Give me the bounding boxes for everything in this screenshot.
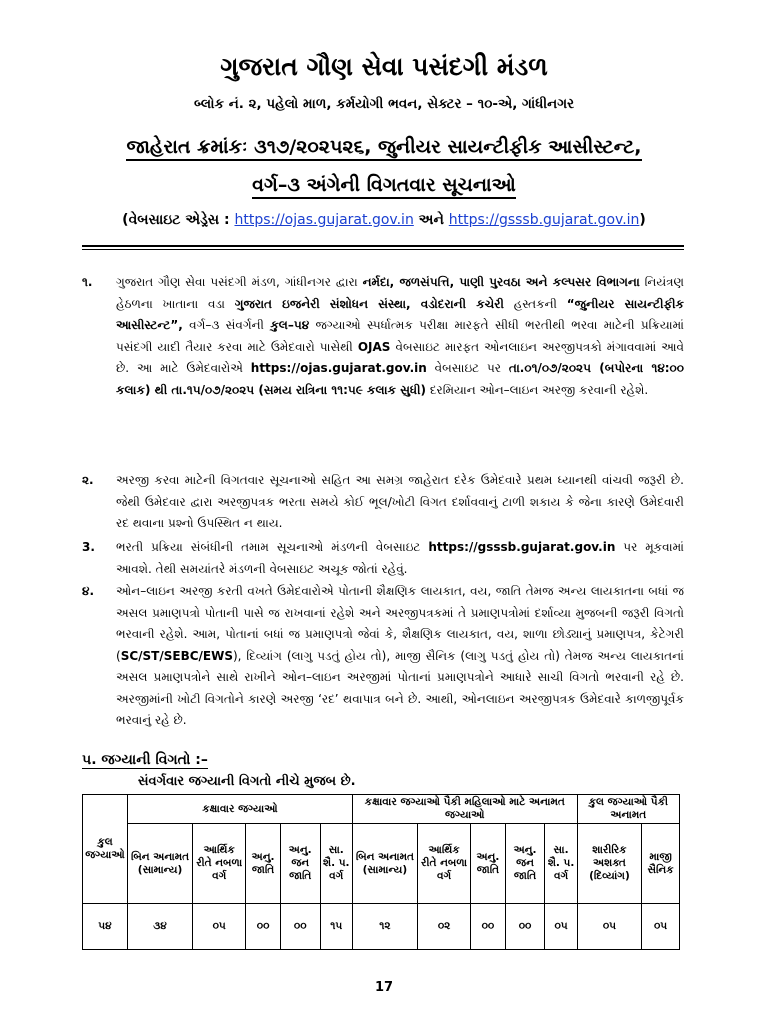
subheader-cell: બિન અનામત (સામાન્ય) [128, 824, 193, 904]
paragraph-number: ૧. [82, 275, 93, 289]
subheader-cell: આર્થિક રીતે નબળા વર્ગ [417, 824, 470, 904]
advertisement-heading-line2 [0, 174, 768, 196]
paragraph-text [116, 581, 684, 732]
table-cell: ૩૪ [128, 904, 193, 950]
table-cell: ૦૫ [545, 904, 577, 950]
bold-run: https://gsssb.gujarat.gov.in [428, 540, 616, 554]
text-run: ભરતી પ્રક્રિયા સંબંધીની તમામ સૂચનાઓ મંડળની વેબસાઇટ [116, 540, 429, 554]
table-cell: ૦૦ [471, 904, 505, 950]
text-run: દરમિયાન ઓન–લાઇન અરજી કરવાની રહેશે. [426, 382, 649, 397]
subheader-cell: અનુ. જાતિ [246, 824, 280, 904]
table-cell: ૦૦ [280, 904, 320, 950]
table-cell: ૧૨ [352, 904, 417, 950]
section-5-heading-text: ૫. જગ્યાની વિગતો :– [82, 752, 208, 768]
website-suffix: ) [639, 212, 646, 228]
text-run: જગ્યાઓ સ્પર્ધાત્મક પરીક્ષા મારફતે સીધી ભરતીથી ભરવા માટેની પ્રક્રિયામાં પસંદગી યાદી તૈયાર કરવા માટે ઉમેદવારો પાસેથી [116, 318, 684, 354]
text-run: નિયંત્રણ હેઠળના ખાતાના વડા [116, 275, 685, 311]
subheader-cell: શારીરિક અશક્ત (દિવ્યાંગ) [577, 824, 641, 904]
subheader-cell: અનુ. જન જાતિ [505, 824, 545, 904]
website-line [0, 212, 768, 228]
bold-run: SC/ST/SEBC/EWS [120, 648, 233, 663]
total-reserved-header: કુલ જગ્યાઓ પૈકી અનામત [577, 795, 679, 824]
paragraph-1 [82, 272, 684, 401]
paragraph-2 [82, 470, 684, 535]
subheader-cell: સા. શૈ. પ. વર્ગ [320, 824, 352, 904]
paragraph-text: અરજી કરવા માટેની વિગતવાર સૂચનાઓ સહિત આ સમગ્ર જાહેરાત દરેક ઉમેદવારે પ્રથમ ધ્યાનથી વાંચવી જરૂરી છે. જેથી ઉમેદવાર દ્વારા અરજીપત્રક ભરતા સમયે કોઈ ભૂલ/ખોટી વિગત દર્શાવવાનું ટાળી શકાય કે જેના કારણે ઉમેદવારી રદ થવાના પ્રશ્નો ઉપસ્થિત ન થાય. [116, 473, 684, 530]
bold-run: “જુનીયર સાયન્ટીફીક આસીસ્ટન્ટ”, [116, 296, 684, 332]
subheader-cell: અનુ. જાતિ [471, 824, 505, 904]
text-run: વર્ગ–૩ સંવર્ગની [182, 318, 271, 332]
website-and: અને [413, 212, 449, 228]
website-prefix: (વેબસાઇટ એડ્રેસ : [122, 212, 235, 228]
paragraph-number: ૨. [82, 473, 94, 487]
subheader-cell: માજી સૈનિક [642, 824, 680, 904]
ojas-link[interactable]: https://ojas.gujarat.gov.in [234, 212, 414, 228]
subheader-cell: સા. શૈ. પ. વર્ગ [545, 824, 577, 904]
text-run: ), દિવ્યાંગ (લાગુ પડતું હોય તો), માજી સૈનિક (લાગુ પડતું હોય તો) તેમજ અન્ય લાયકાતનાં અસલ પ્રમાણપત્રોને સાથે રાખીને ઓન–લાઇન અરજીમાં પોતાનાં પ્રમાણપત્રોને આધારે સાચી વિગતો ભરવાની રહે છે. અરજીમાંની ખોટી વિગતોને કારણે અરજી ‘રદ’ થવાપાત્ર બને છે. આથી, ઓનલાઇન અરજીપત્રક ઉમેદવારે કાળજીપૂર્વક ભરવાનું રહે છે. [116, 648, 684, 727]
bold-run: તા.૦૧/૦૭/૨૦૨૫ (બપોરના ૧૪:૦૦ કલાક) થી તા.૧૫/૦૭/૨૦૨૫ (સમય રાત્રિના ૧૧:૫૯ કલાક સુધી) [116, 361, 685, 397]
header-divider [82, 245, 684, 250]
page-number: 17 [374, 980, 394, 995]
advertisement-heading-line1 [0, 136, 768, 158]
text-run: પર મૂકવામાં આવશે. તેથી સમયાંતરે મંડળની વેબસાઇટ અચૂક જોતાં રહેવું. [116, 540, 684, 576]
bold-run: https://ojas.gujarat.gov.in [250, 361, 427, 375]
advertisement-heading-line1-text: જાહેરાત ક્રમાંકઃ ૩૧૭/૨૦૨૫૨૬, જુનીયર સાયન્ટીફીક આસીસ્ટન્ટ, [126, 136, 641, 161]
bold-run: OJAS [357, 339, 391, 354]
section-5-subheading: સંવર્ગવાર જગ્યાની વિગતો નીચે મુજબ છે. [138, 774, 356, 789]
bold-run: નર્મદા, જળસંપત્તિ, પાણી પુરવઠા અને કલ્પસર વિભાગના [362, 275, 640, 289]
vacancy-table [82, 794, 680, 950]
table-cell: ૦૨ [417, 904, 470, 950]
table-cell: ૦૫ [577, 904, 641, 950]
office-address: બ્લોક નં. ૨, પહેલો માળ, કર્મયોગી ભવન, સેક્ટર – ૧૦-એ, ગાંધીનગર [193, 96, 575, 112]
text-run: ગુજરાત ગૌણ સેવા પસંદગી મંડળ, ગાંધીનગર દ્વારા [116, 275, 363, 289]
section-5-heading [82, 752, 208, 768]
paragraph-text [116, 537, 684, 580]
text-run: ઓન–લાઇન અરજી કરતી વખતે ઉમેદવારોએ પોતાની શૈક્ષણિક લાયકાત, વય, જાતિ તેમજ અન્ય લાયકાતના બધાં જ અસલ પ્રમાણપત્રો પોતાની પાસે જ રાખવાનાં રહેશે અને અરજીપત્રકમાં તે પ્રમાણપત્રોમાં દર્શાવ્યા મુજબની જરૂરી વિગતો ભરવાની રહેશે. આમ, પોતાનાં બધાં જ પ્રમાણપત્રો જેવાં કે, શૈક્ષણિક લાયકાત, વય, શાળા છોડ્યાનું પ્રમાણપત્ર, કેટેગરી ( [116, 584, 684, 663]
paragraph-text [116, 272, 684, 401]
gsssb-link[interactable]: https://gsssb.gujarat.gov.in [448, 212, 640, 228]
paragraph-3 [82, 537, 684, 580]
page-title: ગુજરાત ગૌણ સેવા પસંદગી મંડળ [220, 52, 548, 81]
table-cell: ૦૦ [246, 904, 280, 950]
paragraph-number: ૪. [82, 584, 94, 598]
paragraph-number: 3. [82, 540, 95, 554]
bold-run: ગુજરાત ઇજનેરી સંશોધન સંસ્થા, વડોદરાની કચેરી [234, 296, 504, 311]
table-cell: ૦૦ [505, 904, 545, 950]
text-run: હસ્તકની [503, 296, 567, 311]
women-reserved-header: કક્ષાવાર જગ્યાઓ પૈકી મહિલાઓ માટે અનામત જગ્યાઓ [352, 795, 577, 824]
table-cell: ૦૫ [193, 904, 246, 950]
table-row [83, 904, 680, 950]
subheader-cell: આર્થિક રીતે નબળા વર્ગ [193, 824, 246, 904]
table-cell: ૦૫ [642, 904, 680, 950]
advertisement-heading-line2-text: વર્ગ–૩ અંગેની વિગતવાર સૂચનાઓ [252, 174, 516, 199]
subheader-cell: બિન અનામત (સામાન્ય) [352, 824, 417, 904]
text-run: વેબસાઇટ મારફત ઓનલાઇન અરજીપત્રકો મંગાવવામાં આવે છે. આ માટે ઉમેદવારોએ [116, 339, 685, 375]
paragraph-4 [82, 581, 684, 732]
table-cell: ૫૪ [83, 904, 128, 950]
category-header: કક્ષાવાર જગ્યાઓ [128, 795, 353, 824]
subheader-cell: અનુ. જન જાતિ [280, 824, 320, 904]
table-cell: ૧૫ [320, 904, 352, 950]
table-header-row [83, 795, 680, 824]
text-run: વેબસાઇટ પર [426, 361, 509, 375]
table-subheader-row [83, 824, 680, 904]
bold-run: કુલ–૫૪ [270, 318, 310, 332]
total-header: કુલ જગ્યાઓ [83, 795, 128, 904]
